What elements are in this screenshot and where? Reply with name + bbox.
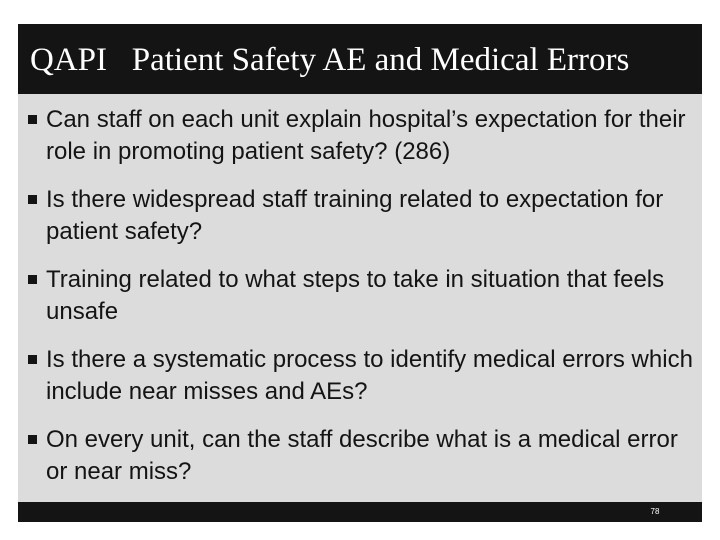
square-bullet-icon — [28, 355, 37, 364]
bullet-item — [28, 264, 698, 328]
bullet-text: Is there widespread staff training related to expectation for patient safety? — [46, 186, 664, 245]
bullet-list — [28, 104, 698, 504]
square-bullet-icon — [28, 275, 37, 284]
square-bullet-icon — [28, 195, 37, 204]
bullet-item — [28, 344, 698, 408]
bullet-text: Is there a systematic process to identify medical errors which include near misses and AEs? — [46, 346, 693, 405]
bullet-item — [28, 104, 698, 168]
title-bar — [18, 24, 702, 94]
bullet-text: Training related to what steps to take in situation that feels unsafe — [46, 266, 665, 325]
bullet-text: On every unit, can the staff describe what is a medical error or near miss? — [46, 426, 678, 485]
bullet-item — [28, 424, 698, 488]
footer-bar — [18, 502, 702, 522]
slide-number: 78 — [650, 507, 660, 516]
square-bullet-icon — [28, 115, 37, 124]
slide — [18, 24, 702, 522]
bullet-text: Can staff on each unit explain hospital’s expectation for their role in promoting patient safety? (286) — [46, 106, 686, 165]
square-bullet-icon — [28, 435, 37, 444]
bullet-item — [28, 184, 698, 248]
slide-title: QAPI Patient Safety AE and Medical Errors — [30, 42, 630, 78]
